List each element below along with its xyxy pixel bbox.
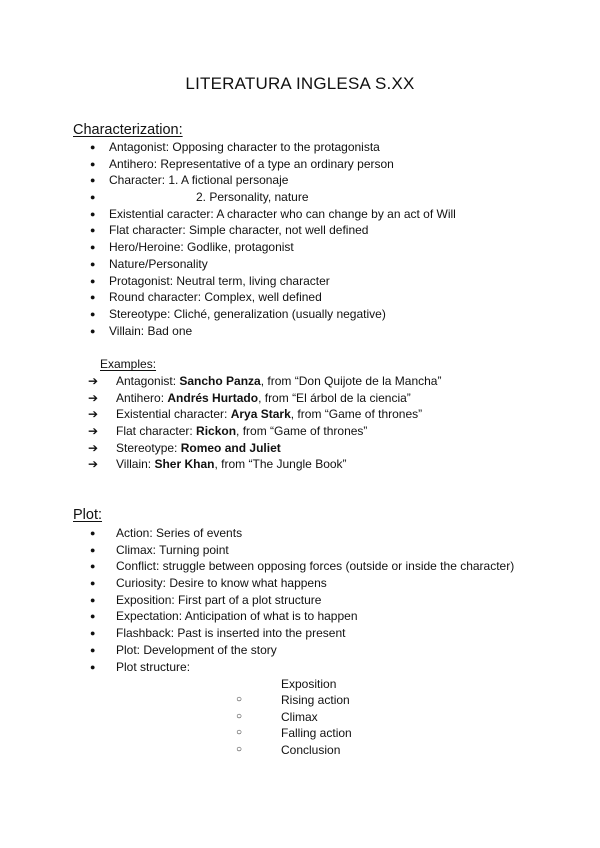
list-item: ● Round character: Complex, well defined	[90, 290, 322, 305]
arrow-icon: ➔	[88, 440, 99, 455]
circle-bullet-icon: ○	[236, 727, 243, 739]
bullet-icon: ●	[90, 192, 96, 203]
bullet-icon: ●	[90, 644, 96, 655]
bullet-icon: ●	[90, 208, 96, 219]
structure-item: ○ Rising action	[236, 693, 350, 707]
list-item: ● Character: 1. A fictional personaje	[90, 173, 289, 188]
bullet-icon: ●	[90, 544, 96, 555]
list-item: ● Action: Series of events	[90, 526, 243, 540]
list-item: ● Climax: Turning point	[90, 542, 229, 557]
examples-list	[0, 373, 600, 473]
example-item: ➔ Villain: Sher Khan, from “The Jungle Book”	[88, 457, 347, 472]
list-item: ● Hero/Heroine: Godlike, protagonist	[90, 240, 294, 255]
structure-item: ○ Climax	[236, 709, 318, 724]
bullet-icon: ●	[90, 275, 96, 286]
plot-structure-list	[0, 692, 600, 759]
bullet-icon: ●	[90, 242, 96, 253]
arrow-icon: ➔	[88, 424, 99, 439]
arrow-icon: ➔	[88, 407, 99, 422]
bullet-icon: ●	[90, 325, 96, 336]
list-item: ● Protagonist: Neutral term, living character	[90, 273, 330, 288]
list-item: ● Antihero: Representative of a type an ordinary person	[90, 156, 394, 171]
list-item: ● Existential caracter: A character who can change by an act of Will	[90, 206, 456, 221]
list-item: ● Curiosity: Desire to know what happens	[90, 576, 327, 591]
bullet-icon: ●	[90, 611, 96, 622]
list-item: ● Plot: Development of the story	[90, 642, 277, 657]
structure-item: ○ Falling action	[236, 726, 352, 741]
list-item: ● Conflict: struggle between opposing forces (outside or inside the character)	[90, 559, 515, 574]
bullet-icon: ●	[90, 578, 96, 589]
plot-list	[0, 525, 600, 675]
examples-heading: Examples:	[100, 357, 157, 371]
example-item: ➔ Antihero: Andrés Hurtado, from “El árbol de la ciencia”	[88, 390, 411, 405]
bullet-icon: ●	[90, 158, 96, 169]
bullet-icon: ●	[90, 308, 96, 319]
circle-bullet-icon: ○	[236, 694, 243, 705]
list-item: ● Plot structure:	[90, 659, 191, 674]
circle-bullet-icon: ○	[236, 710, 243, 722]
plot-heading: Plot:	[73, 507, 103, 523]
plot-structure-exposition: Exposition	[281, 677, 337, 691]
circle-bullet-icon: ○	[236, 744, 243, 756]
list-item: ● Stereotype: Cliché, generalization (usually negative)	[90, 306, 386, 321]
bullet-icon: ●	[90, 142, 96, 152]
page-title: LITERATURA INGLESA S.XX	[185, 74, 415, 93]
list-item: ● Exposition: First part of a plot structure	[90, 592, 322, 607]
bullet-icon: ●	[90, 661, 96, 672]
example-item: ➔ Existential character: Arya Stark, from “Game of thrones”	[88, 407, 423, 422]
bullet-icon: ●	[90, 561, 96, 572]
characterization-heading: Characterization:	[73, 122, 183, 138]
list-item: ● Expectation: Anticipation of what is to happen	[90, 609, 358, 624]
list-item: ● Flashback: Past is inserted into the present	[90, 626, 346, 641]
list-item: ● 2. Personality, nature	[90, 190, 309, 205]
example-item: ➔ Stereotype: Romeo and Juliet	[88, 440, 281, 455]
list-item: ● Flat character: Simple character, not well defined	[90, 223, 369, 238]
bullet-icon: ●	[90, 258, 96, 269]
arrow-icon: ➔	[88, 457, 99, 472]
bullet-icon: ●	[90, 292, 96, 303]
arrow-icon: ➔	[88, 374, 99, 388]
list-item: ● Nature/Personality	[90, 256, 208, 271]
bullet-icon: ●	[90, 594, 96, 605]
bullet-icon: ●	[90, 628, 96, 639]
list-item: ● Villain: Bad one	[90, 323, 193, 338]
arrow-icon: ➔	[88, 390, 99, 405]
bullet-icon: ●	[90, 225, 96, 236]
structure-item: ○ Conclusion	[236, 743, 341, 758]
characterization-list	[0, 139, 600, 339]
example-item: ➔ Flat character: Rickon, from “Game of thrones”	[88, 424, 368, 439]
list-item: ● Antagonist: Opposing character to the protagonista	[90, 140, 380, 154]
example-item: ➔ Antagonist: Sancho Panza, from “Don Quijote de la Mancha”	[88, 374, 442, 388]
bullet-icon: ●	[90, 528, 96, 538]
bullet-icon: ●	[90, 175, 96, 186]
